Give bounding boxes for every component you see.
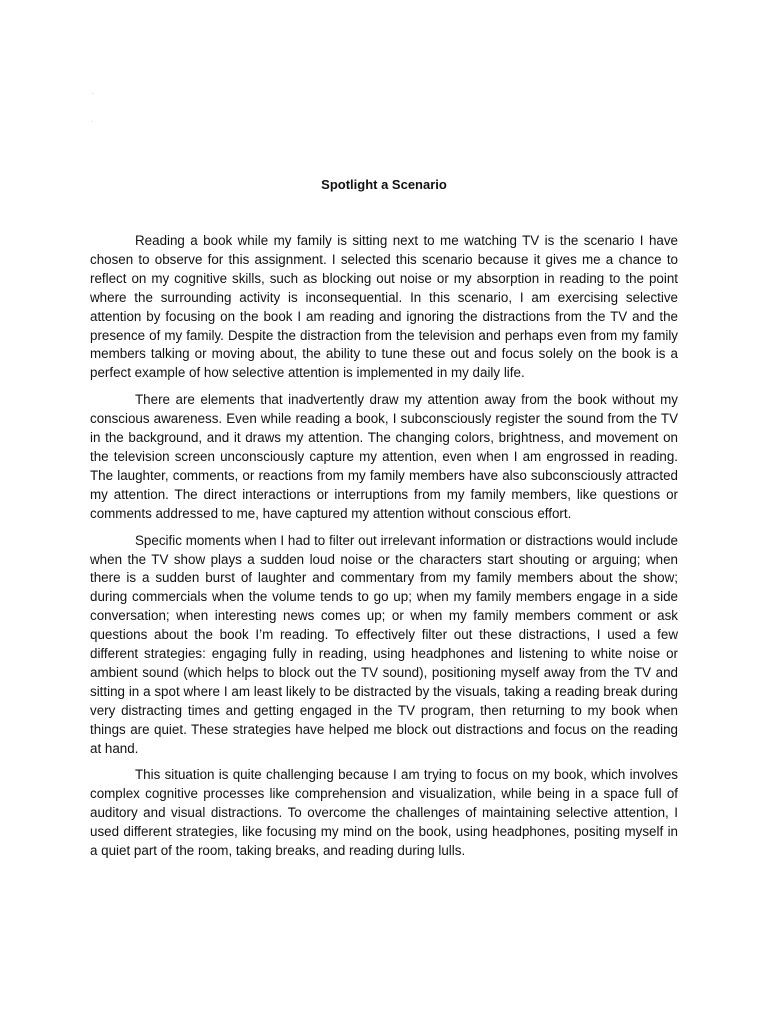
page-mark: . — [91, 118, 93, 124]
body-paragraph: Specific moments when I had to filter out irrelevant information or distractions would include when the TV show plays a sudden loud noise or the characters start shouting or arguing; when there is a sudden burst of laughter and commentary from my family members about the show; during commercials when the volume tends to go up; when my family members engage in a side conversation; when interesting news comes up; or when my family members comment or ask questions about the book I’m reading. To effectively filter out these distractions, I used a few different strategies: engaging fully in reading, using headphones and listening to white noise or ambient sound (which helps to block out the TV sound), positioning myself away from the TV and sitting in a spot where I am least likely to be distracted by the visuals, taking a reading break during very distracting times and getting engaged in the TV program, then returning to my book when things are quiet. These strategies have helped me block out distractions and focus on the reading at hand. — [90, 532, 678, 756]
document-title: Spotlight a Scenario — [321, 177, 447, 192]
page-mark: . — [92, 90, 94, 96]
body-paragraph: There are elements that inadvertently draw my attention away from the book without my conscious awareness. Even while reading a book, I subconsciously register the sound from the TV in the background, and it draws my attention. The changing colors, brightness, and movement on the television screen unconsciously capture my attention, even when I am engrossed in reading. The laughter, comments, or reactions from my family members have also subconsciously attracted my attention. The direct interactions or interruptions from my family members, like questions or comments addressed to me, have captured my attention without conscious effort. — [90, 392, 678, 521]
document-body — [90, 232, 678, 869]
body-paragraph: This situation is quite challenging because I am trying to focus on my book, which involves complex cognitive processes like comprehension and visualization, while being in a space full of auditory and visual distractions. To overcome the challenges of maintaining selective attention, I used different strategies, like focusing my mind on the book, using headphones, positing myself in a quiet part of the room, taking breaks, and reading during lulls. — [90, 767, 678, 859]
body-paragraph: Reading a book while my family is sitting next to me watching TV is the scenario I have chosen to observe for this assignment. I selected this scenario because it gives me a chance to reflect on my cognitive skills, such as blocking out noise or my absorption in reading to the point where the surrounding activity is inconsequential. In this scenario, I am exercising selective attention by focusing on the book I am reading and ignoring the distractions from the TV and the presence of my family. Despite the distraction from the television and perhaps even from my family members talking or moving about, the ability to tune these out and focus solely on the book is a perfect example of how selective attention is implemented in my daily life. — [90, 233, 678, 381]
